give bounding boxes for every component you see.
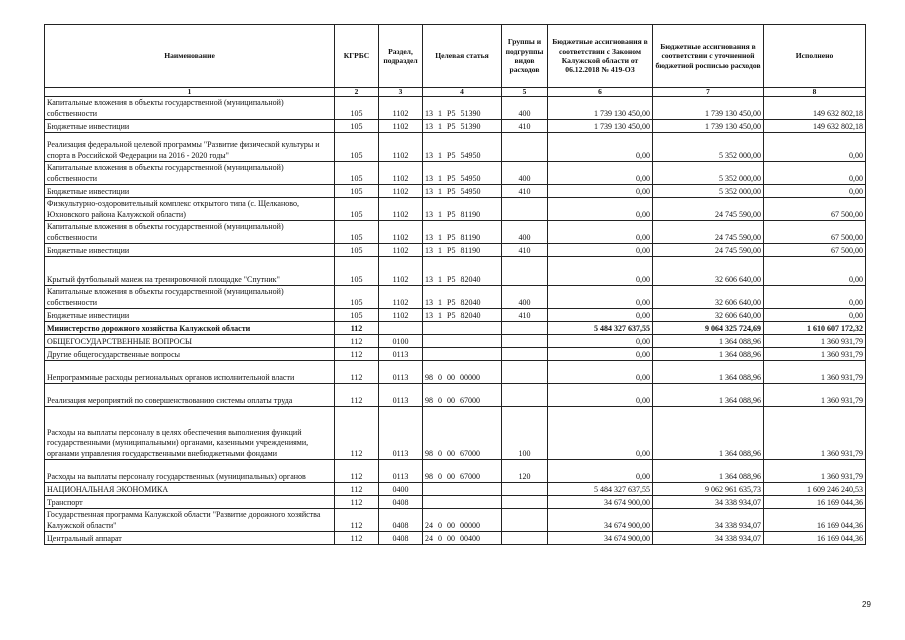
header-section: Раздел, подраздел — [379, 25, 423, 88]
row-exec-amount: 1 360 931,79 — [764, 407, 866, 460]
row-kgrbs: 105 — [335, 257, 379, 286]
row-kgrbs: 105 — [335, 120, 379, 133]
row-group: 410 — [502, 120, 548, 133]
table-row — [45, 120, 866, 133]
row-name: Расходы на выплаты персоналу государственных (муниципальных) органов — [45, 460, 335, 483]
row-budget-amount: 1 364 088,96 — [653, 348, 764, 361]
row-section: 1102 — [379, 286, 423, 309]
row-exec-amount: 67 500,00 — [764, 221, 866, 244]
row-group: 100 — [502, 407, 548, 460]
row-section: 1102 — [379, 198, 423, 221]
table-row — [45, 244, 866, 257]
column-number: 6 — [548, 88, 653, 97]
row-budget-amount: 5 352 000,00 — [653, 162, 764, 185]
header-group: Группы и подгруппы видов расходов — [502, 25, 548, 88]
header-law: Бюджетные ассигнования в соответствии с Законом Калужской области от 06.12.2018 № 419-ОЗ — [548, 25, 653, 88]
header-kgrbs: КГРБС — [335, 25, 379, 88]
row-section: 0113 — [379, 460, 423, 483]
row-exec-amount: 149 632 802,18 — [764, 120, 866, 133]
row-kgrbs: 105 — [335, 309, 379, 322]
row-group: 410 — [502, 309, 548, 322]
row-target: 98 0 00 67000 — [423, 460, 502, 483]
row-name: Расходы на выплаты персоналу в целях обеспечения выполнения функций государственными (муниципальными) органами, казенными учреждениями, органами управления государственными внебюджетными фондами — [45, 407, 335, 460]
row-group — [502, 335, 548, 348]
row-exec-amount: 0,00 — [764, 162, 866, 185]
row-budget-amount: 1 739 130 450,00 — [653, 120, 764, 133]
row-kgrbs: 105 — [335, 162, 379, 185]
budget-sheet — [44, 24, 865, 545]
header-budget: Бюджетные ассигнования в соответствии с уточненной бюджетной росписью расходов — [653, 25, 764, 88]
row-group: 120 — [502, 460, 548, 483]
row-name: Капитальные вложения в объекты государственной (муниципальной) собственности — [45, 221, 335, 244]
row-exec-amount: 16 169 044,36 — [764, 496, 866, 509]
row-budget-amount: 34 338 934,07 — [653, 509, 764, 532]
row-group — [502, 532, 548, 545]
row-kgrbs: 105 — [335, 244, 379, 257]
row-target: 13 1 P5 82040 — [423, 309, 502, 322]
row-section: 1102 — [379, 185, 423, 198]
row-group — [502, 384, 548, 407]
header-row — [45, 25, 866, 88]
table-row — [45, 407, 866, 460]
row-name: Бюджетные инвестиции — [45, 185, 335, 198]
row-law-amount: 0,00 — [548, 162, 653, 185]
row-name: Капитальные вложения в объекты государственной (муниципальной) собственности — [45, 97, 335, 120]
row-kgrbs: 105 — [335, 185, 379, 198]
row-exec-amount: 1 360 931,79 — [764, 460, 866, 483]
row-section: 0113 — [379, 407, 423, 460]
column-number: 1 — [45, 88, 335, 97]
row-kgrbs: 112 — [335, 335, 379, 348]
row-group — [502, 322, 548, 335]
table-row — [45, 532, 866, 545]
row-budget-amount: 24 745 590,00 — [653, 221, 764, 244]
table-row — [45, 348, 866, 361]
row-kgrbs: 112 — [335, 509, 379, 532]
row-budget-amount: 1 364 088,96 — [653, 384, 764, 407]
row-section: 1102 — [379, 257, 423, 286]
budget-table — [44, 24, 866, 545]
row-law-amount: 0,00 — [548, 244, 653, 257]
row-section: 0408 — [379, 532, 423, 545]
row-group — [502, 348, 548, 361]
row-section: 1102 — [379, 97, 423, 120]
row-budget-amount: 5 352 000,00 — [653, 185, 764, 198]
row-kgrbs: 105 — [335, 97, 379, 120]
table-row — [45, 322, 866, 335]
row-target: 13 1 P5 81190 — [423, 198, 502, 221]
row-kgrbs: 105 — [335, 133, 379, 162]
row-section: 0408 — [379, 496, 423, 509]
row-law-amount: 0,00 — [548, 198, 653, 221]
row-law-amount: 0,00 — [548, 407, 653, 460]
row-target: 13 1 P5 81190 — [423, 244, 502, 257]
table-row — [45, 384, 866, 407]
row-kgrbs: 105 — [335, 198, 379, 221]
table-row — [45, 198, 866, 221]
row-section: 0408 — [379, 509, 423, 532]
column-number: 2 — [335, 88, 379, 97]
row-budget-amount: 1 739 130 450,00 — [653, 97, 764, 120]
table-row — [45, 162, 866, 185]
row-target: 98 0 00 67000 — [423, 407, 502, 460]
row-name: Реализация федеральной целевой программы "Развитие физической культуры и спорта в Российской Федерации на 2016 - 2020 годы" — [45, 133, 335, 162]
table-row — [45, 483, 866, 496]
row-section: 1102 — [379, 133, 423, 162]
row-target: 13 1 P5 54950 — [423, 162, 502, 185]
row-law-amount: 34 674 900,00 — [548, 532, 653, 545]
row-name: Непрограммные расходы региональных органов исполнительной власти — [45, 361, 335, 384]
row-law-amount: 0,00 — [548, 361, 653, 384]
header-target: Целевая статья — [423, 25, 502, 88]
row-budget-amount: 5 352 000,00 — [653, 133, 764, 162]
row-name: Другие общегосударственные вопросы — [45, 348, 335, 361]
row-exec-amount: 0,00 — [764, 185, 866, 198]
column-number: 4 — [423, 88, 502, 97]
row-section: 0113 — [379, 361, 423, 384]
table-body — [45, 97, 866, 545]
row-budget-amount: 32 606 640,00 — [653, 257, 764, 286]
row-name: Крытый футбольный манеж на тренировочной площадке "Спутник" — [45, 257, 335, 286]
row-target: 24 0 00 00000 — [423, 509, 502, 532]
column-number: 8 — [764, 88, 866, 97]
row-law-amount: 1 739 130 450,00 — [548, 97, 653, 120]
row-name: Бюджетные инвестиции — [45, 120, 335, 133]
table-row — [45, 286, 866, 309]
row-kgrbs: 105 — [335, 221, 379, 244]
row-target: 24 0 00 00400 — [423, 532, 502, 545]
table-row — [45, 257, 866, 286]
row-kgrbs: 112 — [335, 460, 379, 483]
table-row — [45, 97, 866, 120]
row-name: Центральный аппарат — [45, 532, 335, 545]
row-group — [502, 509, 548, 532]
row-budget-amount: 34 338 934,07 — [653, 532, 764, 545]
row-exec-amount: 1 360 931,79 — [764, 384, 866, 407]
row-exec-amount: 0,00 — [764, 133, 866, 162]
row-budget-amount: 24 745 590,00 — [653, 244, 764, 257]
table-row — [45, 185, 866, 198]
row-law-amount: 0,00 — [548, 460, 653, 483]
row-group: 410 — [502, 185, 548, 198]
row-target: 13 1 P5 51390 — [423, 120, 502, 133]
row-budget-amount: 1 364 088,96 — [653, 361, 764, 384]
row-group — [502, 257, 548, 286]
row-section — [379, 322, 423, 335]
row-name: Реализация мероприятий по совершенствованию системы оплаты труда — [45, 384, 335, 407]
row-section: 1102 — [379, 120, 423, 133]
row-law-amount: 1 739 130 450,00 — [548, 120, 653, 133]
column-number: 3 — [379, 88, 423, 97]
row-budget-amount: 32 606 640,00 — [653, 286, 764, 309]
row-kgrbs: 112 — [335, 483, 379, 496]
header-name: Наименование — [45, 25, 335, 88]
row-target — [423, 322, 502, 335]
row-kgrbs: 112 — [335, 532, 379, 545]
table-row — [45, 335, 866, 348]
row-name: Транспорт — [45, 496, 335, 509]
row-name: НАЦИОНАЛЬНАЯ ЭКОНОМИКА — [45, 483, 335, 496]
row-group — [502, 361, 548, 384]
row-budget-amount: 32 606 640,00 — [653, 309, 764, 322]
row-name: Капитальные вложения в объекты государственной (муниципальной) собственности — [45, 286, 335, 309]
row-section: 1102 — [379, 244, 423, 257]
row-exec-amount: 67 500,00 — [764, 198, 866, 221]
row-exec-amount: 1 609 246 240,53 — [764, 483, 866, 496]
row-kgrbs: 112 — [335, 496, 379, 509]
header-exec: Исполнено — [764, 25, 866, 88]
row-section: 1102 — [379, 309, 423, 322]
row-target: 98 0 00 67000 — [423, 384, 502, 407]
row-exec-amount: 1 360 931,79 — [764, 348, 866, 361]
row-group: 400 — [502, 286, 548, 309]
row-law-amount: 0,00 — [548, 384, 653, 407]
table-row — [45, 133, 866, 162]
row-exec-amount: 1 360 931,79 — [764, 335, 866, 348]
row-name: ОБЩЕГОСУДАРСТВЕННЫЕ ВОПРОСЫ — [45, 335, 335, 348]
row-exec-amount: 16 169 044,36 — [764, 509, 866, 532]
row-law-amount: 0,00 — [548, 257, 653, 286]
row-exec-amount: 16 169 044,36 — [764, 532, 866, 545]
row-group: 400 — [502, 97, 548, 120]
row-section: 0100 — [379, 335, 423, 348]
row-section: 0400 — [379, 483, 423, 496]
row-law-amount: 0,00 — [548, 221, 653, 244]
row-group — [502, 198, 548, 221]
row-law-amount: 0,00 — [548, 335, 653, 348]
row-section: 0113 — [379, 348, 423, 361]
table-row — [45, 496, 866, 509]
row-exec-amount: 0,00 — [764, 286, 866, 309]
row-kgrbs: 105 — [335, 286, 379, 309]
row-target — [423, 496, 502, 509]
row-exec-amount: 1 360 931,79 — [764, 361, 866, 384]
row-target — [423, 335, 502, 348]
row-group — [502, 496, 548, 509]
row-target — [423, 348, 502, 361]
row-exec-amount: 0,00 — [764, 257, 866, 286]
table-row — [45, 309, 866, 322]
row-law-amount: 5 484 327 637,55 — [548, 322, 653, 335]
row-group: 400 — [502, 162, 548, 185]
row-section: 0113 — [379, 384, 423, 407]
page-number: 29 — [862, 600, 871, 609]
row-law-amount: 34 674 900,00 — [548, 509, 653, 532]
column-number-row — [45, 88, 866, 97]
row-budget-amount: 1 364 088,96 — [653, 460, 764, 483]
row-section: 1102 — [379, 221, 423, 244]
row-exec-amount: 149 632 802,18 — [764, 97, 866, 120]
table-row — [45, 221, 866, 244]
row-law-amount: 34 674 900,00 — [548, 496, 653, 509]
table-row — [45, 509, 866, 532]
row-budget-amount: 34 338 934,07 — [653, 496, 764, 509]
row-name: Государственная программа Калужской области "Развитие дорожного хозяйства Калужской области" — [45, 509, 335, 532]
row-name: Бюджетные инвестиции — [45, 309, 335, 322]
row-law-amount: 0,00 — [548, 286, 653, 309]
row-target: 13 1 P5 51390 — [423, 97, 502, 120]
row-name: Бюджетные инвестиции — [45, 244, 335, 257]
row-exec-amount: 67 500,00 — [764, 244, 866, 257]
row-kgrbs: 112 — [335, 407, 379, 460]
row-law-amount: 0,00 — [548, 133, 653, 162]
row-target: 13 1 P5 54950 — [423, 133, 502, 162]
row-law-amount: 0,00 — [548, 348, 653, 361]
row-budget-amount: 24 745 590,00 — [653, 198, 764, 221]
table-row — [45, 361, 866, 384]
row-target: 13 1 P5 82040 — [423, 286, 502, 309]
row-law-amount: 5 484 327 637,55 — [548, 483, 653, 496]
row-exec-amount: 1 610 607 172,32 — [764, 322, 866, 335]
row-target: 13 1 P5 82040 — [423, 257, 502, 286]
row-exec-amount: 0,00 — [764, 309, 866, 322]
row-kgrbs: 112 — [335, 322, 379, 335]
row-name: Капитальные вложения в объекты государственной (муниципальной) собственности — [45, 162, 335, 185]
row-target: 13 1 P5 81190 — [423, 221, 502, 244]
row-law-amount: 0,00 — [548, 309, 653, 322]
row-budget-amount: 1 364 088,96 — [653, 335, 764, 348]
row-budget-amount: 9 062 961 635,73 — [653, 483, 764, 496]
row-group — [502, 483, 548, 496]
row-law-amount: 0,00 — [548, 185, 653, 198]
row-name: Министерство дорожного хозяйства Калужской области — [45, 322, 335, 335]
row-target: 13 1 P5 54950 — [423, 185, 502, 198]
column-number: 5 — [502, 88, 548, 97]
row-kgrbs: 112 — [335, 384, 379, 407]
row-section: 1102 — [379, 162, 423, 185]
table-row — [45, 460, 866, 483]
row-target: 98 0 00 00000 — [423, 361, 502, 384]
row-budget-amount: 1 364 088,96 — [653, 407, 764, 460]
row-kgrbs: 112 — [335, 361, 379, 384]
row-group: 400 — [502, 221, 548, 244]
row-target — [423, 483, 502, 496]
row-group: 410 — [502, 244, 548, 257]
row-budget-amount: 9 064 325 724,69 — [653, 322, 764, 335]
row-name: Физкультурно-оздоровительный комплекс открытого типа (с. Щелканово, Юхновского района Калужской области) — [45, 198, 335, 221]
column-number: 7 — [653, 88, 764, 97]
row-kgrbs: 112 — [335, 348, 379, 361]
row-group — [502, 133, 548, 162]
